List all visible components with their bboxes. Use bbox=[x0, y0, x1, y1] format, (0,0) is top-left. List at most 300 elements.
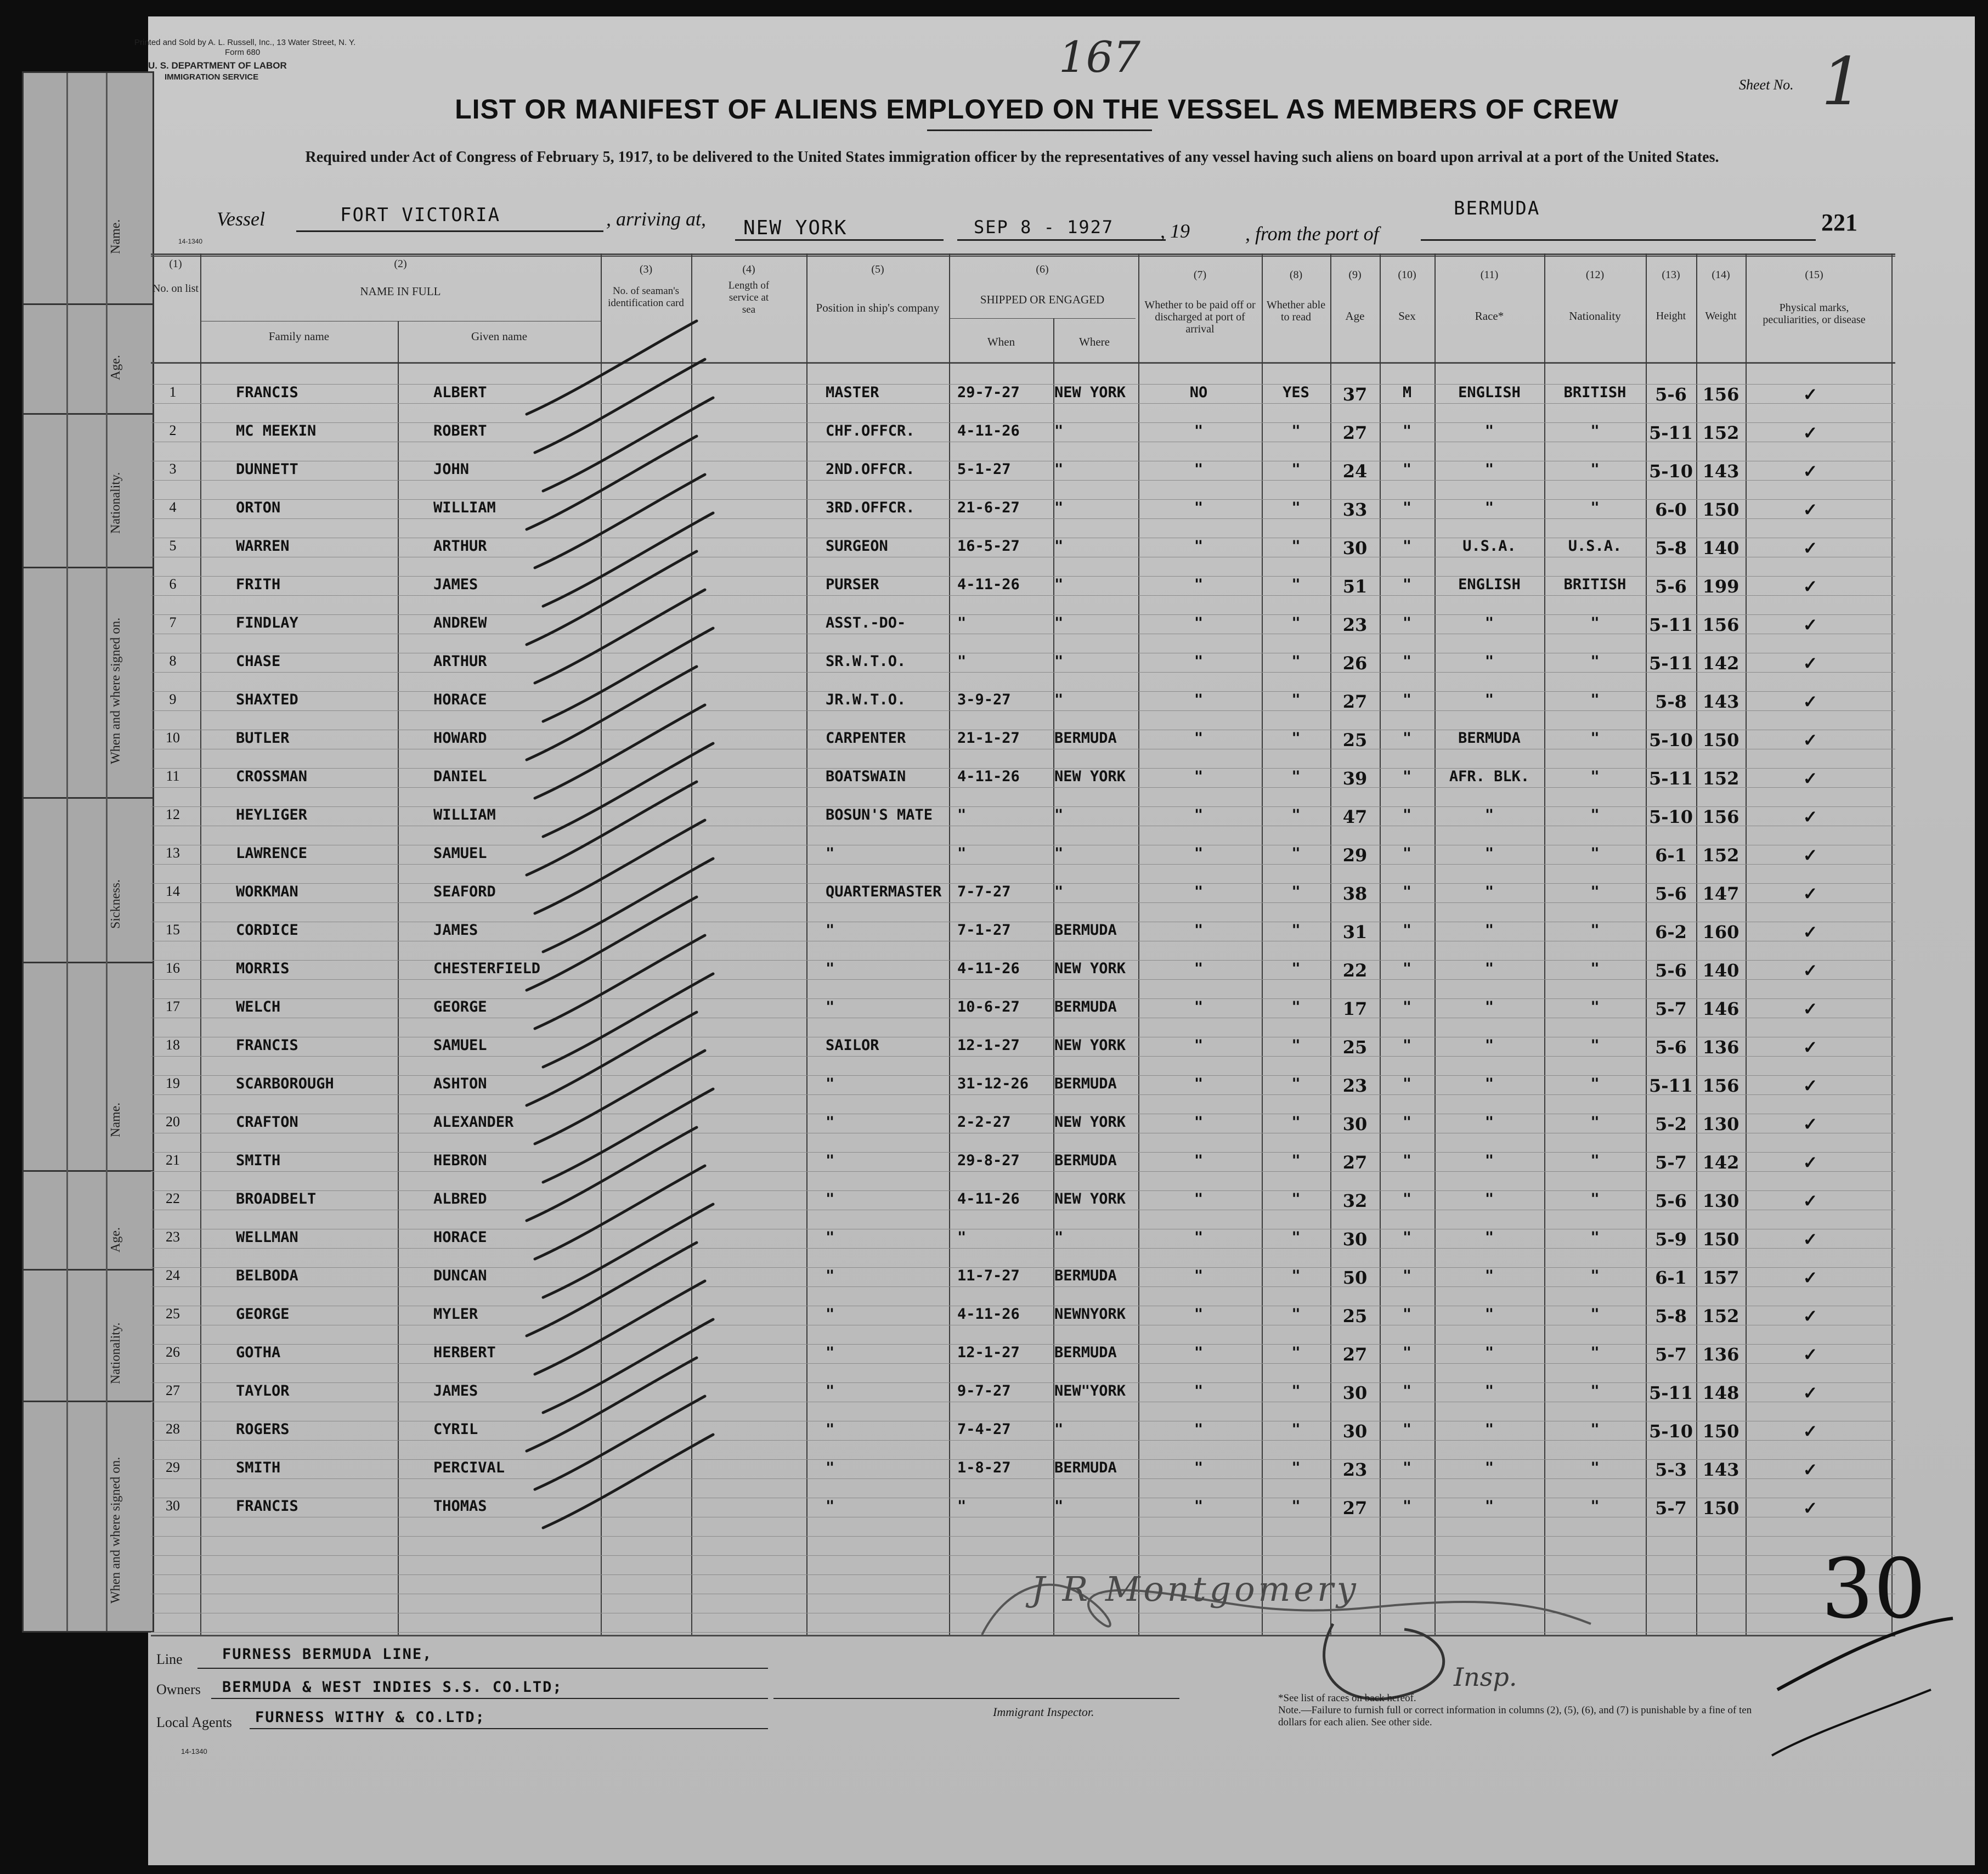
race: " bbox=[1484, 1190, 1494, 1207]
age: 38 bbox=[1342, 883, 1368, 904]
col12-header: Nationality bbox=[1569, 309, 1621, 323]
sex: " bbox=[1402, 1421, 1412, 1438]
shipped-where: BERMUDA bbox=[1054, 1152, 1117, 1169]
position: QUARTERMASTER bbox=[826, 883, 942, 900]
position: " bbox=[826, 1421, 835, 1438]
row-number: 2 bbox=[169, 422, 177, 438]
position: " bbox=[826, 1190, 835, 1207]
row-tick-stroke bbox=[535, 820, 705, 913]
position: " bbox=[826, 1114, 835, 1131]
family-name: CROSSMAN bbox=[236, 768, 308, 785]
position: " bbox=[826, 1382, 835, 1399]
given-name: ASHTON bbox=[433, 1075, 487, 1092]
sex: " bbox=[1402, 730, 1412, 747]
physical-marks: ✓ bbox=[1803, 806, 1818, 827]
able-to-read: " bbox=[1291, 1344, 1301, 1361]
shipped-when: 3-9-27 bbox=[957, 691, 1011, 708]
family-name: SHAXTED bbox=[236, 691, 298, 708]
given-name: DANIEL bbox=[433, 768, 487, 785]
row-tick-stroke bbox=[527, 321, 697, 414]
row-number: 18 bbox=[166, 1037, 180, 1053]
given-name: HORACE bbox=[433, 691, 487, 708]
row-tick-stroke bbox=[535, 1051, 705, 1144]
age: 27 bbox=[1342, 691, 1368, 712]
nationality: " bbox=[1590, 1190, 1600, 1207]
race: " bbox=[1484, 883, 1494, 900]
col9-header: Age bbox=[1345, 309, 1365, 323]
row-number: 20 bbox=[166, 1114, 180, 1130]
weight: 147 bbox=[1702, 883, 1740, 904]
given-name: SEAFORD bbox=[433, 883, 496, 900]
shipped-when: 7-7-27 bbox=[957, 883, 1011, 900]
height: 6-2 bbox=[1655, 922, 1687, 942]
position: " bbox=[826, 1306, 835, 1323]
strip-label-sickness: Sickness. bbox=[109, 879, 123, 929]
nationality: " bbox=[1590, 499, 1600, 516]
height: 5-10 bbox=[1648, 806, 1693, 827]
row-number: 25 bbox=[166, 1306, 180, 1322]
family-name: LAWRENCE bbox=[236, 845, 308, 862]
row-number: 5 bbox=[169, 538, 177, 554]
family-name: GOTHA bbox=[236, 1344, 281, 1361]
row-tick-stroke bbox=[543, 1435, 713, 1528]
height: 5-6 bbox=[1655, 384, 1687, 405]
able-to-read: " bbox=[1291, 1306, 1301, 1323]
given-name: HOWARD bbox=[433, 730, 487, 747]
row-tick-stroke bbox=[543, 628, 713, 721]
age: 25 bbox=[1342, 1306, 1368, 1327]
height: 6-0 bbox=[1655, 499, 1687, 520]
shipped-where: NEW YORK bbox=[1054, 1037, 1126, 1054]
nationality: U.S.A. bbox=[1568, 538, 1622, 555]
race: " bbox=[1484, 1037, 1494, 1054]
weight: 199 bbox=[1702, 576, 1740, 597]
col4-header: Length of service at sea bbox=[728, 280, 770, 315]
line-label: Line bbox=[156, 1651, 183, 1667]
age: 31 bbox=[1342, 922, 1368, 942]
col2-num: (2) bbox=[394, 258, 407, 270]
able-to-read: " bbox=[1291, 1114, 1301, 1131]
row-number: 26 bbox=[166, 1344, 180, 1360]
shipped-when: 9-7-27 bbox=[957, 1382, 1011, 1399]
able-to-read: " bbox=[1291, 998, 1301, 1015]
paid-off: " bbox=[1194, 1344, 1204, 1361]
row-tick-stroke bbox=[543, 1204, 713, 1297]
physical-marks: ✓ bbox=[1803, 614, 1818, 635]
shipped-where: BERMUDA bbox=[1054, 730, 1117, 747]
position: SAILOR bbox=[826, 1037, 879, 1054]
position: ASST.-DO- bbox=[826, 614, 906, 631]
height: 5-8 bbox=[1655, 538, 1687, 558]
height: 5-11 bbox=[1648, 614, 1693, 635]
vessel-name: FORT VICTORIA bbox=[340, 204, 501, 226]
row-tick-stroke bbox=[535, 590, 705, 683]
shipped-where: " bbox=[1054, 845, 1064, 862]
sex: M bbox=[1402, 384, 1412, 401]
age: 17 bbox=[1342, 998, 1368, 1019]
sex: " bbox=[1402, 1190, 1412, 1207]
family-name: GEORGE bbox=[236, 1306, 290, 1323]
physical-marks: ✓ bbox=[1803, 730, 1818, 750]
sex: " bbox=[1402, 1267, 1412, 1284]
height: 6-1 bbox=[1655, 845, 1687, 866]
nationality: BRITISH bbox=[1563, 384, 1626, 401]
col4-num: (4) bbox=[742, 263, 755, 275]
age: 37 bbox=[1342, 384, 1368, 405]
race: " bbox=[1484, 845, 1494, 862]
row-number: 15 bbox=[166, 922, 180, 938]
nationality: " bbox=[1590, 614, 1600, 631]
shipped-when: 4-11-26 bbox=[957, 960, 1020, 977]
row-tick-stroke bbox=[527, 436, 697, 529]
strip-label-signed-on: When and where signed on. bbox=[109, 617, 123, 764]
inspector-label: Immigrant Inspector. bbox=[993, 1705, 1094, 1719]
age: 27 bbox=[1342, 422, 1368, 443]
sex: " bbox=[1402, 1498, 1412, 1515]
position: " bbox=[826, 922, 835, 939]
row-number: 28 bbox=[166, 1421, 180, 1437]
col7-num: (7) bbox=[1193, 269, 1207, 281]
position: " bbox=[826, 1075, 835, 1092]
shipped-when: 29-7-27 bbox=[957, 384, 1020, 401]
row-number: 22 bbox=[166, 1190, 180, 1206]
col6-header: SHIPPED OR ENGAGED bbox=[980, 293, 1105, 306]
race: " bbox=[1484, 1344, 1494, 1361]
given-name: PERCIVAL bbox=[433, 1459, 505, 1476]
able-to-read: " bbox=[1291, 422, 1301, 439]
nationality: " bbox=[1590, 922, 1600, 939]
row-number: 16 bbox=[166, 960, 180, 976]
shipped-where: " bbox=[1054, 422, 1064, 439]
weight: 156 bbox=[1702, 806, 1740, 827]
nationality: " bbox=[1590, 691, 1600, 708]
shipped-where: " bbox=[1054, 538, 1064, 555]
weight: 146 bbox=[1702, 998, 1740, 1019]
height: 5-11 bbox=[1648, 653, 1693, 674]
shipped-where: NEW YORK bbox=[1054, 384, 1126, 401]
family-name: MORRIS bbox=[236, 960, 290, 977]
given-name: HORACE bbox=[433, 1229, 487, 1246]
paid-off: " bbox=[1194, 845, 1204, 862]
physical-marks: ✓ bbox=[1803, 384, 1818, 405]
physical-marks: ✓ bbox=[1803, 883, 1818, 904]
year-label: , 19 bbox=[1160, 220, 1190, 242]
age: 27 bbox=[1342, 1152, 1368, 1173]
given-name: GEORGE bbox=[433, 998, 487, 1015]
able-to-read: " bbox=[1291, 653, 1301, 670]
weight: 150 bbox=[1702, 499, 1740, 520]
height: 5-11 bbox=[1648, 422, 1693, 443]
height: 5-10 bbox=[1648, 461, 1693, 482]
position: " bbox=[826, 960, 835, 977]
row-number: 23 bbox=[166, 1229, 180, 1245]
nationality: " bbox=[1590, 1459, 1600, 1476]
col2-header: NAME IN FULL bbox=[360, 285, 441, 298]
position: " bbox=[826, 1344, 835, 1361]
able-to-read: " bbox=[1291, 1037, 1301, 1054]
physical-marks: ✓ bbox=[1803, 998, 1818, 1019]
manifest-subtitle: Required under Act of Congress of February 5, 1917, to be delivered to the United States immigration officer by the representatives of any vessel having such aliens on board upon arrival at a port of the United States. bbox=[305, 149, 1719, 166]
weight: 140 bbox=[1702, 960, 1740, 981]
row-number: 1 bbox=[169, 384, 177, 400]
shipped-when: " bbox=[957, 806, 967, 823]
age: 23 bbox=[1342, 614, 1368, 635]
shipped-when: 31-12-26 bbox=[957, 1075, 1029, 1092]
height: 5-7 bbox=[1655, 1344, 1687, 1365]
sex: " bbox=[1402, 653, 1412, 670]
nationality: " bbox=[1590, 653, 1600, 670]
sex: " bbox=[1402, 998, 1412, 1015]
weight: 130 bbox=[1702, 1190, 1740, 1211]
paid-off: " bbox=[1194, 960, 1204, 977]
row-tick-stroke bbox=[543, 859, 713, 952]
col9-num: (9) bbox=[1348, 269, 1362, 281]
height: 5-10 bbox=[1648, 730, 1693, 750]
shipped-where: " bbox=[1054, 691, 1064, 708]
sheet-label: Sheet No. bbox=[1739, 77, 1794, 93]
row-number: 24 bbox=[166, 1267, 180, 1283]
race: " bbox=[1484, 1459, 1494, 1476]
sex: " bbox=[1402, 1114, 1412, 1131]
owners-label: Owners bbox=[156, 1681, 201, 1697]
col6-num: (6) bbox=[1036, 263, 1049, 275]
height: 5-11 bbox=[1648, 1075, 1693, 1096]
age: 30 bbox=[1342, 1382, 1368, 1403]
position: CARPENTER bbox=[826, 730, 906, 747]
weight: 142 bbox=[1702, 653, 1740, 674]
shipped-when: 21-1-27 bbox=[957, 730, 1020, 747]
family-name: SMITH bbox=[236, 1459, 281, 1476]
shipped-where: " bbox=[1054, 499, 1064, 516]
weight: 140 bbox=[1702, 538, 1740, 558]
weight: 152 bbox=[1702, 1306, 1740, 1327]
height: 5-8 bbox=[1655, 1306, 1687, 1327]
col13-header: Height bbox=[1656, 310, 1686, 322]
height: 5-6 bbox=[1655, 1190, 1687, 1211]
sex: " bbox=[1402, 1152, 1412, 1169]
age: 30 bbox=[1342, 1229, 1368, 1250]
form-number: Form 680 bbox=[225, 48, 261, 57]
row-tick-stroke bbox=[543, 743, 713, 837]
physical-marks: ✓ bbox=[1803, 1114, 1818, 1134]
race: " bbox=[1484, 461, 1494, 478]
row-number: 10 bbox=[166, 730, 180, 746]
shipped-when: 11-7-27 bbox=[957, 1267, 1020, 1284]
position: CHF.OFFCR. bbox=[826, 422, 915, 439]
physical-marks: ✓ bbox=[1803, 1075, 1818, 1096]
able-to-read: " bbox=[1291, 461, 1301, 478]
weight: 157 bbox=[1702, 1267, 1740, 1288]
weight: 143 bbox=[1702, 461, 1740, 482]
able-to-read: " bbox=[1291, 1190, 1301, 1207]
paid-off: " bbox=[1194, 422, 1204, 439]
paid-off: " bbox=[1194, 1114, 1204, 1131]
shipped-where: " bbox=[1054, 653, 1064, 670]
physical-marks: ✓ bbox=[1803, 1382, 1818, 1403]
sex: " bbox=[1402, 576, 1412, 593]
row-number: 30 bbox=[166, 1498, 180, 1514]
physical-marks: ✓ bbox=[1803, 1306, 1818, 1327]
given-name: JAMES bbox=[433, 576, 478, 593]
physical-marks: ✓ bbox=[1803, 960, 1818, 981]
row-tick-stroke bbox=[543, 513, 713, 606]
strip-label-name: Name. bbox=[109, 1102, 123, 1137]
position: BOATSWAIN bbox=[826, 768, 906, 785]
race: " bbox=[1484, 1306, 1494, 1323]
given-name: HEBRON bbox=[433, 1152, 487, 1169]
physical-marks: ✓ bbox=[1803, 1229, 1818, 1250]
given-name: CHESTERFIELD bbox=[433, 960, 541, 977]
date-stamp: SEP 8 - 1927 bbox=[974, 217, 1114, 238]
nationality: " bbox=[1590, 1498, 1600, 1515]
shipped-where: BERMUDA bbox=[1054, 1344, 1117, 1361]
weight: 142 bbox=[1702, 1152, 1740, 1173]
race: BERMUDA bbox=[1458, 730, 1521, 747]
height: 5-6 bbox=[1655, 960, 1687, 981]
nationality: " bbox=[1590, 1344, 1600, 1361]
shipped-when: 4-11-26 bbox=[957, 422, 1020, 439]
age: 39 bbox=[1342, 768, 1368, 789]
family-name: FRITH bbox=[236, 576, 281, 593]
row-number: 17 bbox=[166, 998, 180, 1014]
shipped-when: 12-1-27 bbox=[957, 1344, 1020, 1361]
race: AFR. BLK. bbox=[1449, 768, 1530, 785]
paid-off: " bbox=[1194, 1037, 1204, 1054]
paid-off: " bbox=[1194, 576, 1204, 593]
height: 6-1 bbox=[1655, 1267, 1687, 1288]
signature-loop bbox=[1324, 1624, 1444, 1699]
row-number: 13 bbox=[166, 845, 180, 861]
row-number: 6 bbox=[169, 576, 177, 592]
row-tick-stroke bbox=[527, 551, 697, 645]
weight: 156 bbox=[1702, 614, 1740, 635]
paid-off: " bbox=[1194, 653, 1204, 670]
nationality: " bbox=[1590, 1075, 1600, 1092]
nationality: " bbox=[1590, 1152, 1600, 1169]
race: ENGLISH bbox=[1458, 384, 1521, 401]
shipped-where: " bbox=[1054, 1421, 1064, 1438]
physical-marks: ✓ bbox=[1803, 1498, 1818, 1519]
row-number: 27 bbox=[166, 1382, 180, 1398]
race: " bbox=[1484, 1229, 1494, 1246]
paid-off: " bbox=[1194, 538, 1204, 555]
strip-label-nationality: Nationality. bbox=[109, 472, 123, 534]
weight: 136 bbox=[1702, 1344, 1740, 1365]
race: " bbox=[1484, 1114, 1494, 1131]
given-name: ALBERT bbox=[433, 384, 487, 401]
row-number: 9 bbox=[169, 691, 177, 707]
physical-marks: ✓ bbox=[1803, 576, 1818, 597]
position: " bbox=[826, 1229, 835, 1246]
col7-header: Whether to be paid off or discharged at port of arrival bbox=[1144, 299, 1256, 335]
owners-rule bbox=[211, 1698, 768, 1699]
stamp-number: 167 bbox=[1059, 33, 1140, 82]
shipped-when: 29-8-27 bbox=[957, 1152, 1020, 1169]
nationality: " bbox=[1590, 1382, 1600, 1399]
able-to-read: " bbox=[1291, 883, 1301, 900]
able-to-read: " bbox=[1291, 691, 1301, 708]
col15-num: (15) bbox=[1805, 269, 1823, 281]
given-name: ANDREW bbox=[433, 614, 487, 631]
given-name: ALBRED bbox=[433, 1190, 487, 1207]
family-name: WELCH bbox=[236, 998, 281, 1015]
race: " bbox=[1484, 806, 1494, 823]
owners-value: BERMUDA & WEST INDIES S.S. CO.LTD; bbox=[222, 1679, 563, 1696]
sex: " bbox=[1402, 1075, 1412, 1092]
physical-marks: ✓ bbox=[1803, 1152, 1818, 1173]
able-to-read: " bbox=[1291, 768, 1301, 785]
shipped-where: " bbox=[1054, 576, 1064, 593]
row-number: 21 bbox=[166, 1152, 180, 1168]
arriving-label: , arriving at, bbox=[606, 208, 707, 230]
able-to-read: " bbox=[1291, 922, 1301, 939]
shipped-where: " bbox=[1054, 614, 1064, 631]
col2-family-header: Family name bbox=[268, 330, 330, 343]
tally-underline bbox=[1772, 1690, 1931, 1756]
weight: 150 bbox=[1702, 1421, 1740, 1442]
row-tick-stroke bbox=[543, 398, 713, 491]
given-name: ALEXANDER bbox=[433, 1114, 514, 1131]
age: 25 bbox=[1342, 730, 1368, 750]
race: " bbox=[1484, 1152, 1494, 1169]
family-name: BUTLER bbox=[236, 730, 290, 747]
nationality: " bbox=[1590, 845, 1600, 862]
given-name: THOMAS bbox=[433, 1498, 487, 1515]
able-to-read: " bbox=[1291, 499, 1301, 516]
tick-strokes bbox=[527, 321, 713, 1528]
family-name: DUNNETT bbox=[236, 461, 298, 478]
row-tick-stroke bbox=[535, 1396, 705, 1489]
given-name: ARTHUR bbox=[433, 538, 487, 555]
col8-header: Whether able to read bbox=[1266, 299, 1326, 323]
given-name: DUNCAN bbox=[433, 1267, 487, 1284]
service-name: IMMIGRATION SERVICE bbox=[165, 72, 259, 82]
arriving-port: NEW YORK bbox=[743, 217, 848, 239]
able-to-read: " bbox=[1291, 1075, 1301, 1092]
family-name: CORDICE bbox=[236, 922, 298, 939]
age: 32 bbox=[1342, 1190, 1368, 1211]
race: U.S.A. bbox=[1462, 538, 1516, 555]
sex: " bbox=[1402, 461, 1412, 478]
nationality: " bbox=[1590, 730, 1600, 747]
age: 22 bbox=[1342, 960, 1368, 981]
row-tick-stroke bbox=[527, 897, 697, 990]
able-to-read: " bbox=[1291, 730, 1301, 747]
agents-value: FURNESS WITHY & CO.LTD; bbox=[255, 1709, 485, 1726]
agents-label: Local Agents bbox=[156, 1714, 232, 1730]
department-name: U. S. DEPARTMENT OF LABOR bbox=[148, 60, 287, 71]
given-name: ROBERT bbox=[433, 422, 487, 439]
weight: 152 bbox=[1702, 768, 1740, 789]
paid-off: " bbox=[1194, 461, 1204, 478]
col6-when-header: When bbox=[987, 335, 1015, 348]
family-name: CHASE bbox=[236, 653, 281, 670]
position: " bbox=[826, 845, 835, 862]
paid-off: " bbox=[1194, 1152, 1204, 1169]
sheet-number: 1 bbox=[1821, 44, 1863, 120]
physical-marks: ✓ bbox=[1803, 499, 1818, 520]
position: " bbox=[826, 998, 835, 1015]
family-name: FRANCIS bbox=[236, 1037, 298, 1054]
races-note: *See list of races on back hereof. bbox=[1278, 1692, 1416, 1704]
nationality: " bbox=[1590, 1421, 1600, 1438]
family-name: ORTON bbox=[236, 499, 281, 516]
shipped-where: " bbox=[1054, 461, 1064, 478]
row-number: 4 bbox=[169, 499, 177, 515]
shipped-where: " bbox=[1054, 1498, 1064, 1515]
age: 30 bbox=[1342, 1114, 1368, 1134]
position: SR.W.T.O. bbox=[826, 653, 906, 670]
